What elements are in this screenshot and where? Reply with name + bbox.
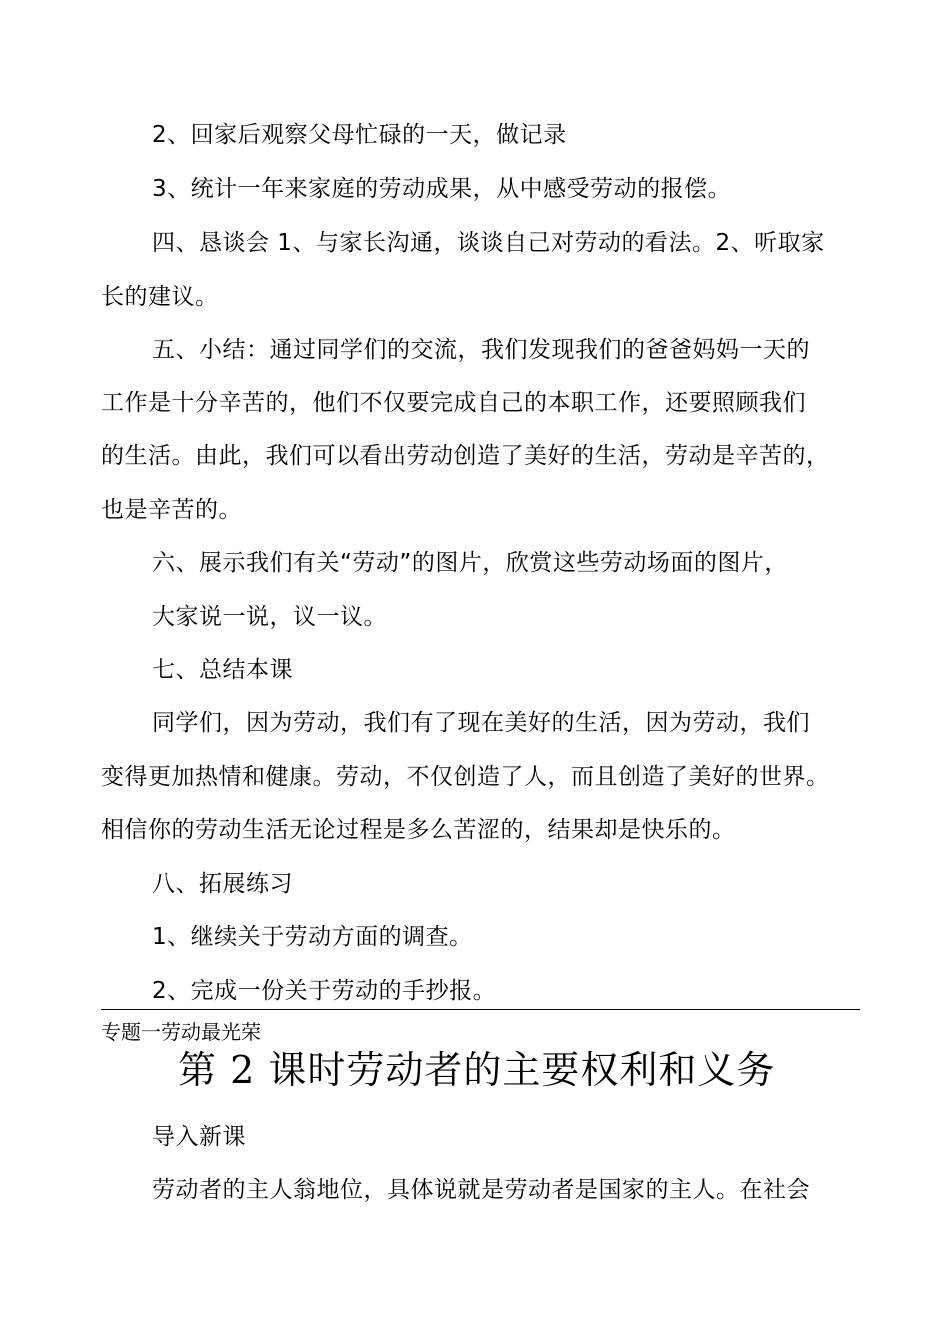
paragraph-line: 劳动者的主人翁地位，具体说就是劳动者是国家的主人。在社会	[152, 1177, 810, 1203]
paragraph-line: 八、拓展练习	[152, 871, 293, 897]
lesson-title: 第 2 课时劳动者的主要权利和义务	[178, 1048, 776, 1092]
paragraph-line: 3、统计一年来家庭的劳动成果，从中感受劳动的报偿。	[152, 176, 732, 202]
paragraph-line: 2、回家后观察父母忙碌的一天，做记录	[152, 122, 567, 148]
paragraph-line: 长的建议。	[101, 284, 219, 310]
paragraph-line: 四、恳谈会 1、与家长沟通，谈谈自己对劳动的看法。2、听取家	[152, 230, 825, 256]
paragraph-line: 相信你的劳动生活无论过程是多么苦涩的，结果却是快乐的。	[101, 817, 736, 843]
topic-label: 专题一劳动最光荣	[101, 1020, 261, 1044]
paragraph-line: 2、完成一份关于劳动的手抄报。	[152, 978, 497, 1004]
paragraph-line: 大家说一说，议一议。	[152, 604, 387, 630]
paragraph-line: 1、继续关于劳动方面的调查。	[152, 924, 473, 950]
paragraph-line: 也是辛苦的。	[101, 497, 242, 523]
section-heading: 导入新课	[152, 1124, 246, 1150]
paragraph-line: 变得更加热情和健康。劳动，不仅创造了人，而且创造了美好的世界。	[101, 764, 830, 790]
paragraph-line: 五、小结：通过同学们的交流，我们发现我们的爸爸妈妈一天的	[152, 337, 810, 363]
paragraph-line: 工作是十分辛苦的，他们不仅要完成自己的本职工作，还要照顾我们	[101, 390, 806, 416]
paragraph-line: 七、总结本课	[152, 657, 293, 683]
paragraph-line: 六、展示我们有关“劳动”的图片，欣赏这些劳动场面的图片，	[152, 550, 788, 576]
paragraph-line: 的生活。由此，我们可以看出劳动创造了美好的生活，劳动是辛苦的，	[101, 443, 830, 469]
header-divider	[101, 1009, 860, 1010]
paragraph-line: 同学们，因为劳动，我们有了现在美好的生活，因为劳动，我们	[152, 710, 810, 736]
